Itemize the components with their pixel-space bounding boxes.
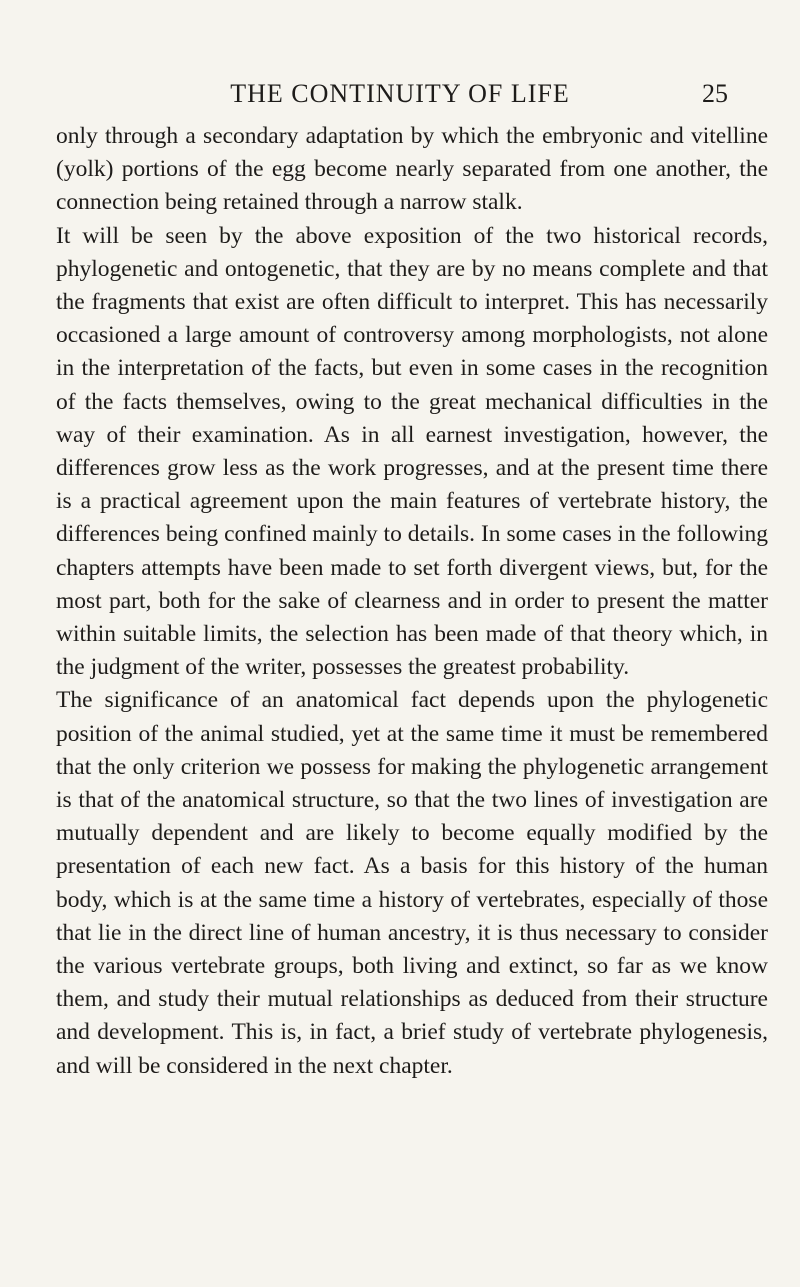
running-head-title: THE CONTINUITY OF LIFE: [230, 79, 570, 108]
body-text: [56, 120, 768, 1083]
paragraph-historical-records: It will be seen by the above exposition of the two historical records, phylogenetic and ontogenetic, that they are by no means complete and that the fragments that exist are often difficult to interpret. This has necessarily occasioned a large amount of controversy among morphologists, not alone in the interpretation of the facts, but even in some cases in the recognition of the facts themselves, owing to the great mechanical difficulties in the way of their examination. As in all earnest investigation, however, the differences grow less as the work progresses, and at the present time there is a practical agreement upon the main features of vertebrate history, the differences being confined mainly to details. In some cases in the following chapters attempts have been made to set forth divergent views, but, for the most part, both for the sake of clearness and in order to present the matter within suitable limits, the selection has been made of that theory which, in the judgment of the writer, possesses the greatest probability.: [56, 222, 768, 681]
running-head: [60, 78, 740, 110]
page-number: 25: [702, 79, 728, 108]
paragraph-continuation: only through a secondary adaptation by which the embryonic and vitelline (yolk) portions of the egg become nearly separated from one another, the connection being retained through a narrow stalk.: [56, 123, 768, 216]
paragraph-anatomical-significance: The significance of an anatomical fact depends upon the phylogenetic position of the animal studied, yet at the same time it must be remembered that the only criterion we possess for making the phylogenetic arrangement is that of the anatomical structure, so that the two lines of investigation are mutually dependent and are likely to become equally modified by the presentation of each new fact. As a basis for this history of the human body, which is at the same time a history of vertebrates, especially of those that lie in the direct line of human ancestry, it is thus necessary to consider the various vertebrate groups, both living and extinct, so far as we know them, and study their mutual relationships as deduced from their structure and development. This is, in fact, a brief study of vertebrate phylogenesis, and will be considered in the next chapter.: [56, 687, 768, 1079]
